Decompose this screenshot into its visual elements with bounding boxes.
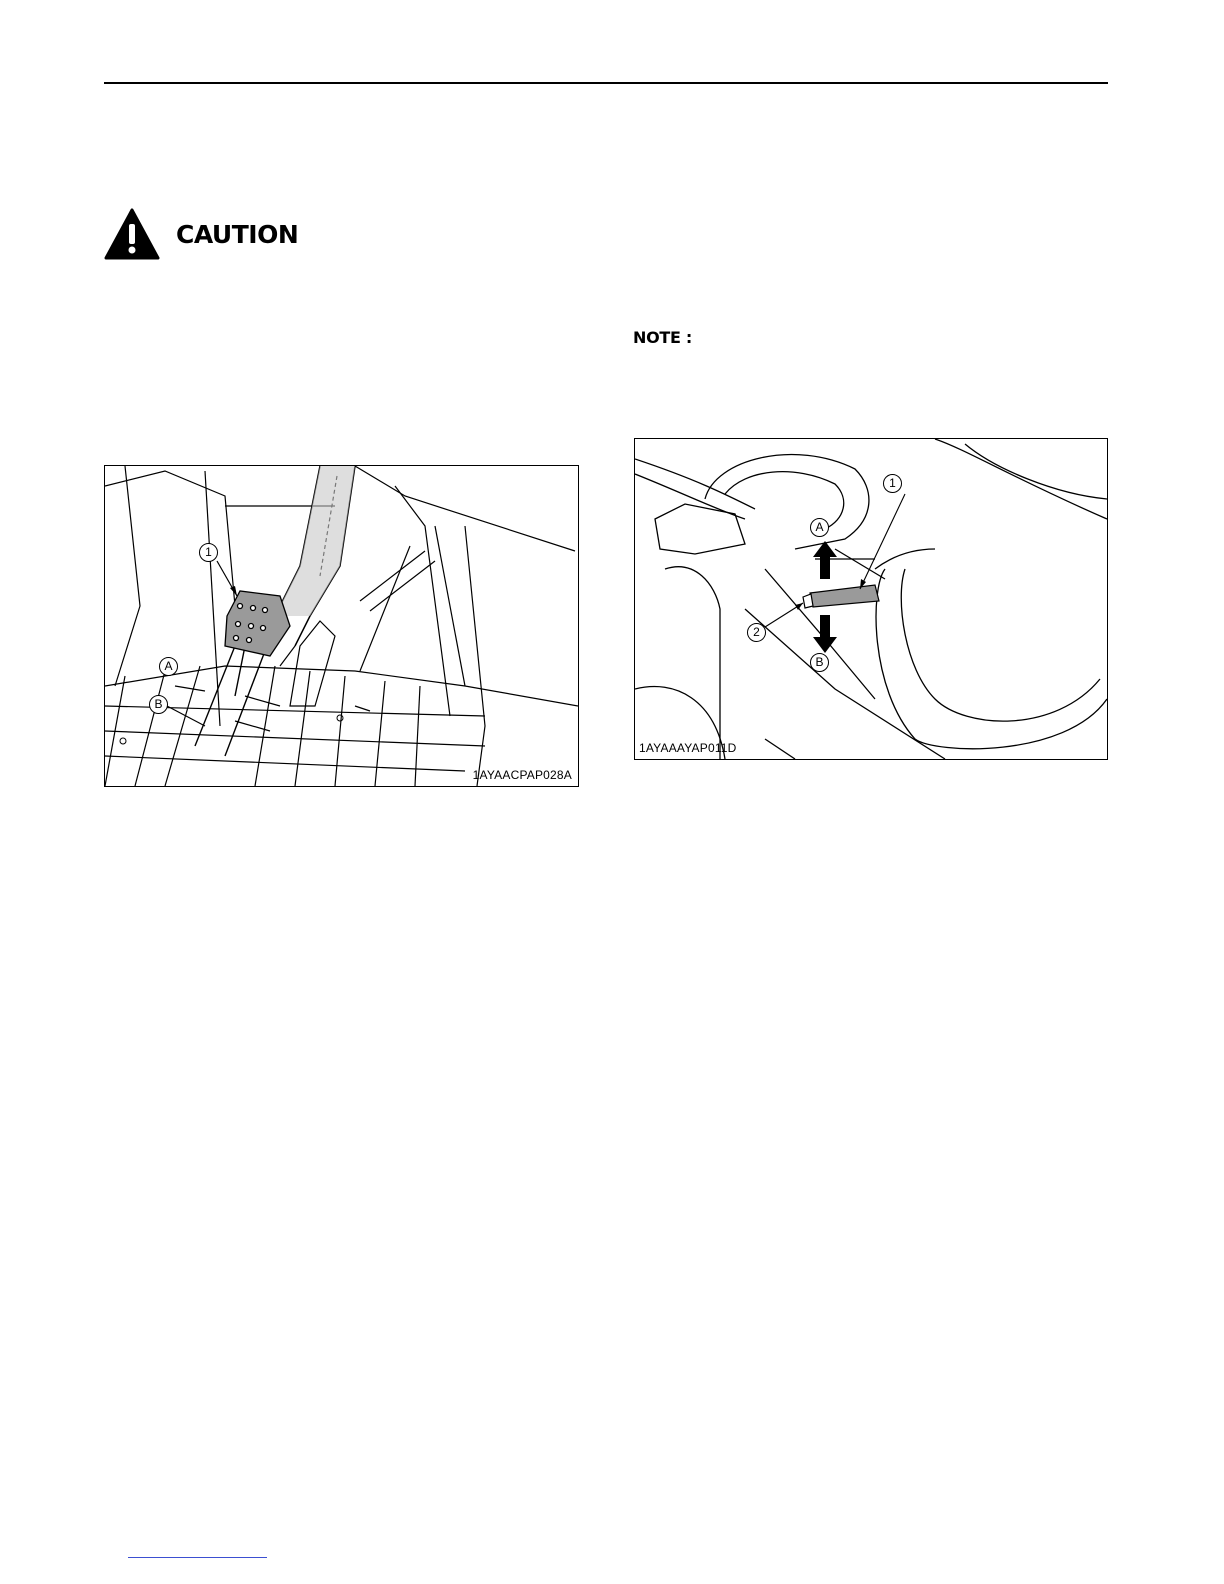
figure-id-label: 1AYAACPAP028A [472,768,572,782]
lever-figure [634,438,1108,760]
caution-label: CAUTION [176,219,299,249]
callout-a: A [159,657,178,676]
caution-heading [104,206,298,262]
footer-link-rule [128,1557,267,1558]
figure-id-label: 1AYAAAYAP011D [639,741,737,755]
callout-a: A [810,518,829,537]
warning-triangle-icon [104,208,160,260]
callout-1: 1 [883,474,902,493]
pedal-illustration [105,466,578,786]
pedal-figure [104,465,579,787]
note-label: NOTE : [633,328,693,347]
header-rule [104,82,1108,84]
callout-1: 1 [199,543,218,562]
callout-b: B [149,695,168,714]
callout-2: 2 [747,623,766,642]
callout-b: B [810,653,829,672]
lever-illustration [635,439,1107,759]
